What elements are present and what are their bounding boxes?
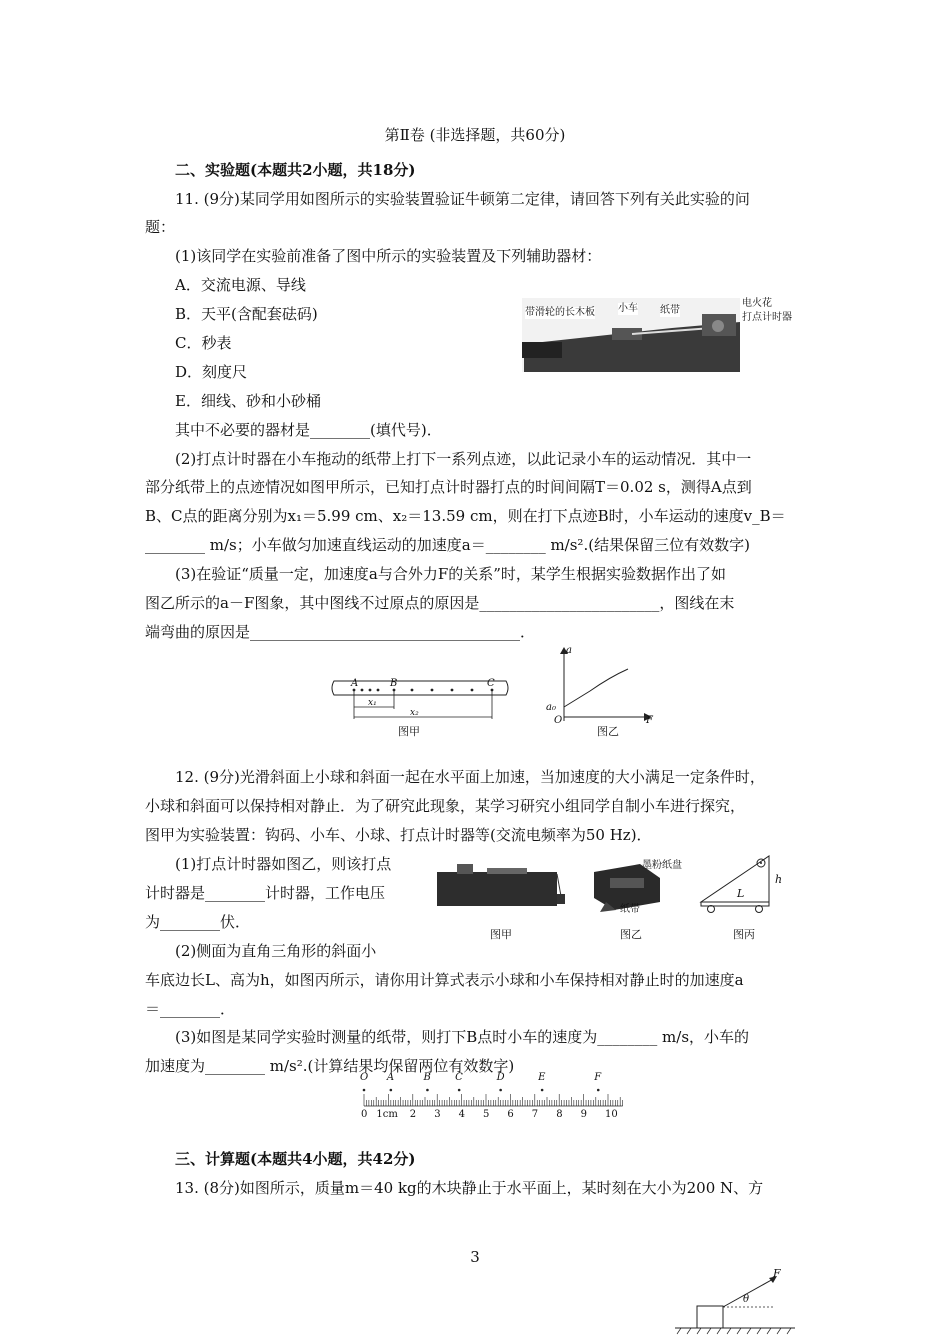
- ruler-number: 9: [580, 1109, 587, 1120]
- q11-part2-line2: 部分纸带上的点迹情况如图甲所示，已知打点计时器打点的时间间隔T＝0.02 s，测得A点到: [145, 478, 752, 496]
- figure-jia-caption: 图甲: [398, 725, 420, 738]
- q11-option-a: A．交流电源、导线: [175, 276, 306, 294]
- q12-line3: 图甲为实验装置：钩码、小车、小球、打点计时器等(交流电频率为50 Hz)．: [145, 826, 652, 844]
- q11-apparatus-photo: [522, 298, 740, 372]
- figure-yi-caption: 图乙: [597, 725, 619, 738]
- photo-label-timer-line1: 电火花: [742, 298, 772, 309]
- ruler-number: 4: [458, 1109, 465, 1120]
- q12-ruler-tape: [350, 1072, 630, 1126]
- q12-line1: 12. (9分)光滑斜面上小球和斜面一起在水平面上加速，当加速度的大小满足一定条件时，: [175, 768, 765, 786]
- q11-line2: 题：: [145, 218, 176, 236]
- q11-part1: (1)该同学在实验前准备了图中所示的实验装置及下列辅助器材：: [175, 247, 602, 265]
- q11-part3-line2: 图乙所示的a－F图象，其中图线不过原点的原因是________________________，图线在末: [145, 594, 735, 612]
- q12-part3-line2: 加速度为________ m/s².(计算结果均保留两位有效数字): [145, 1057, 515, 1075]
- q11-part2-line3: B、C点的距离分别为x₁＝5.99 cm、x₂＝13.59 cm，则在打下点迹B时，小车运动的速度v_B＝: [145, 507, 786, 525]
- photo-label-board: 带滑轮的长木板: [525, 307, 595, 318]
- ruler-point-label: C: [455, 1072, 463, 1083]
- graph-axis-a: a: [566, 645, 572, 656]
- tape-dot: [541, 1089, 544, 1092]
- ruler-point-label: O: [360, 1072, 369, 1083]
- q12-figure-jia: [437, 860, 567, 910]
- incline-height-h: h: [775, 873, 783, 886]
- q12-part1-line1: (1)打点计时器如图乙，则该打点: [175, 855, 392, 873]
- q12-part1-line3: 为________伏．: [145, 913, 251, 931]
- q11-part2-line1: (2)打点计时器在小车拖动的纸带上打下一系列点迹，以此记录小车的运动情况．其中一: [175, 450, 752, 468]
- q13-angle-theta: θ: [743, 1294, 750, 1305]
- tape-dot: [458, 1089, 461, 1092]
- q11-option-c: C．秒表: [175, 334, 232, 352]
- ruler-number: 1cm: [376, 1109, 398, 1120]
- q13-line1: 13. (8分)如图所示，质量m＝40 kg的木块静止于水平面上，某时刻在大小为200 N、方: [175, 1179, 764, 1197]
- q12-label-ink-tray: 墨粉纸盘: [642, 860, 682, 871]
- q12-fig-yi-caption: 图乙: [620, 928, 642, 941]
- page-header: 第Ⅱ卷 (非选择题，共60分): [384, 126, 566, 144]
- graph-a0-label: a₀: [546, 702, 556, 713]
- incline-base-l: L: [737, 887, 745, 900]
- ruler-number: 0: [361, 1109, 368, 1120]
- ruler-number: 6: [507, 1109, 514, 1120]
- tape-dot: [390, 1089, 393, 1092]
- q11-figure-af-graph: [540, 645, 660, 725]
- tape-x1-label: x₁: [368, 698, 377, 708]
- page-number: 3: [470, 1248, 480, 1266]
- ruler-number: 5: [483, 1109, 490, 1120]
- q11-part2-line4: ________ m/s；小车做匀加速直线运动的加速度a＝________ m/s².(结果保留三位有效数字): [145, 536, 750, 554]
- tape-point-a: A: [351, 678, 359, 689]
- ruler-point-label: B: [423, 1072, 431, 1083]
- q11-line1: 11. (9分)某同学用如图所示的实验装置验证牛顿第二定律，请回答下列有关此实验的问: [175, 190, 750, 208]
- q12-part2-line2: 车底边长L、高为h，如图丙所示，请你用计算式表示小球和小车保持相对静止时的加速度a: [145, 971, 744, 989]
- q12-part2-line1: (2)侧面为直角三角形的斜面小: [175, 942, 377, 960]
- q12-part3-line1: (3)如图是某同学实验时测量的纸带，则打下B点时小车的速度为________ m/s，小车的: [175, 1028, 750, 1046]
- section-heading-experiment: 二、实验题(本题共2小题，共18分): [175, 161, 416, 179]
- tape-dot: [499, 1089, 502, 1092]
- ruler-number: 7: [531, 1109, 539, 1120]
- q11-option-b: B．天平(含配套砝码): [175, 305, 318, 323]
- section-heading-calculation: 三、计算题(本题共4小题，共42分): [175, 1150, 416, 1168]
- ruler-number: 8: [556, 1109, 563, 1120]
- q11-option-e: E．细线、砂和小砂桶: [175, 392, 321, 410]
- q13-figure-block: [675, 1267, 795, 1336]
- tape-point-b: B: [390, 678, 398, 689]
- q11-part1-answer: 其中不必要的器材是________(填代号)．: [175, 421, 442, 439]
- q12-line2: 小球和斜面可以保持相对静止．为了研究此现象，某学习研究小组同学自制小车进行探究，: [145, 797, 746, 815]
- tape-x2-label: x₂: [410, 708, 419, 718]
- ruler-number: 10: [605, 1109, 618, 1120]
- ruler-point-label: F: [594, 1072, 602, 1083]
- q12-part2-line3: ＝________．: [145, 1000, 236, 1018]
- q11-part3-line1: (3)在验证“质量一定，加速度a与合外力F的关系”时，某学生根据实验数据作出了如: [175, 565, 726, 583]
- photo-label-car: 小车: [618, 303, 638, 314]
- q12-fig-bing-caption: 图丙: [733, 928, 755, 941]
- ruler-point-label: E: [538, 1072, 546, 1083]
- ruler-point-label: A: [386, 1072, 395, 1083]
- ruler-point-label: D: [496, 1072, 505, 1083]
- graph-axis-f: F: [646, 715, 653, 726]
- q12-figure-bing-incline: [695, 852, 795, 914]
- photo-label-tape: 纸带: [660, 305, 680, 316]
- photo-label-timer-line2: 打点计时器: [742, 312, 792, 323]
- q11-figure-tape: [330, 675, 510, 725]
- graph-origin: O: [554, 715, 563, 726]
- ruler-number: 2: [409, 1109, 417, 1120]
- q12-part1-line2: 计时器是________计时器，工作电压: [145, 884, 386, 902]
- tape-dot: [363, 1089, 366, 1092]
- q12-label-tape: 纸带: [620, 904, 640, 915]
- q11-part3-line3: 端弯曲的原因是____________________________________．: [145, 623, 536, 641]
- tape-dot: [426, 1089, 429, 1092]
- q13-force-f: F: [773, 1267, 781, 1280]
- q12-fig-jia-caption: 图甲: [490, 928, 512, 941]
- q11-option-d: D．刻度尺: [175, 363, 248, 381]
- tape-dot: [597, 1089, 600, 1092]
- ruler-number: 3: [434, 1109, 441, 1120]
- tape-point-c: C: [487, 678, 495, 689]
